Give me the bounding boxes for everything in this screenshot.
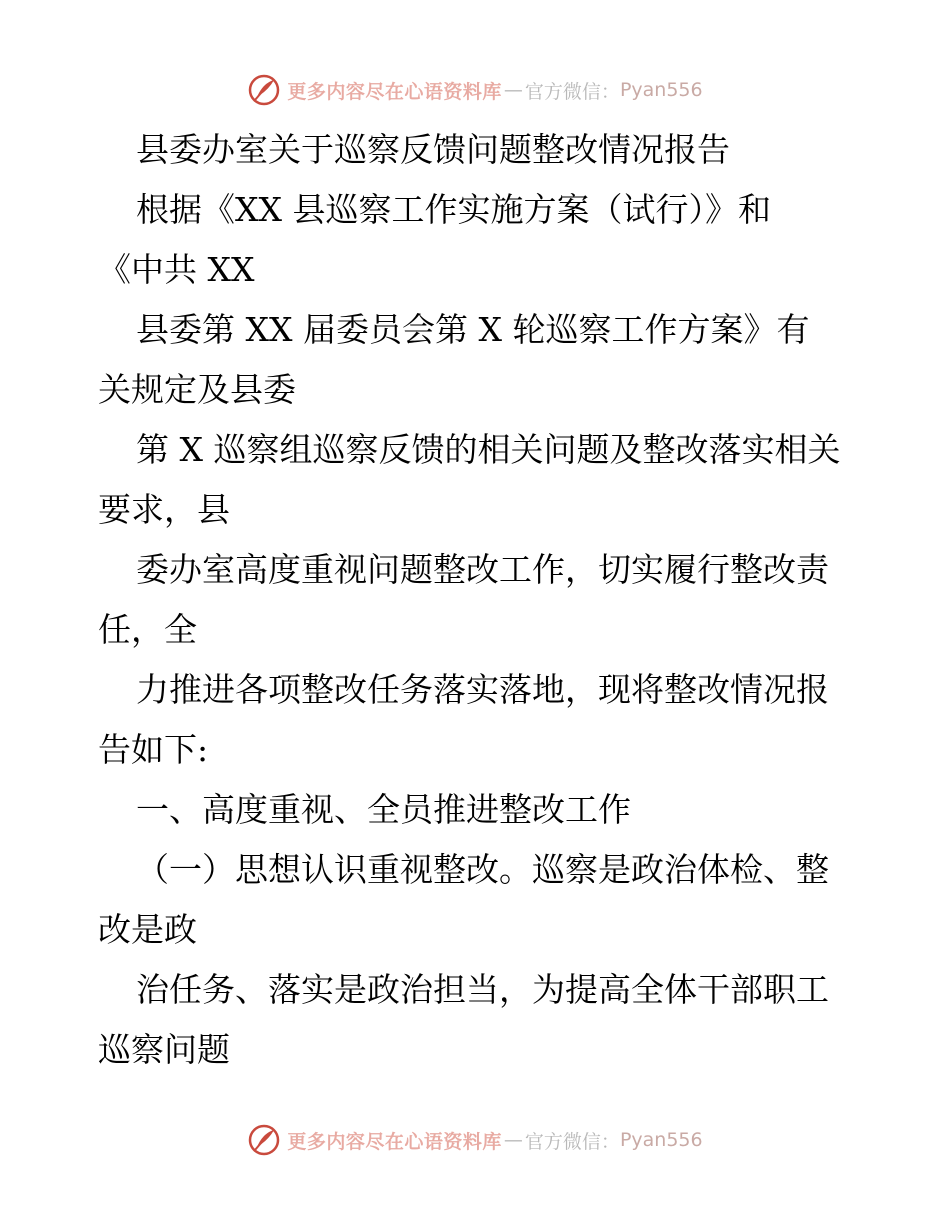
document-line: 治任务、落实是政治担当，为提高全体干部职工 — [136, 970, 829, 1009]
document-line: 第 X 巡察组巡察反馈的相关问题及整改落实相关 — [136, 430, 841, 469]
document-line: 要求，县 — [98, 490, 230, 529]
watermark-label: 官方微信： — [524, 1130, 620, 1153]
watermark-separator: — — [503, 1129, 523, 1151]
document-line: 告如下: — [98, 730, 209, 769]
document-line: 根据《XX 县巡察工作实施方案（试行）》和 — [136, 190, 771, 229]
document-line: 县委第 XX 届委员会第 X 轮巡察工作方案》有 — [136, 310, 810, 349]
document-line: 任，全 — [98, 610, 197, 649]
document-line: 关规定及县委 — [98, 370, 296, 409]
document-line: 一、高度重视、全员推进整改工作 — [136, 790, 631, 829]
document-body — [98, 120, 858, 1080]
watermark-label: 官方微信： — [524, 80, 620, 103]
watermark-wechat: Pyan556 — [619, 79, 703, 101]
document-line: 委办室高度重视问题整改工作，切实履行整改责 — [136, 550, 829, 589]
document-line: （一）思想认识重视整改。巡察是政治体检、整 — [136, 850, 829, 889]
watermark-brand: 更多内容尽在心语资料库 — [287, 1130, 502, 1153]
watermark-brand: 更多内容尽在心语资料库 — [287, 80, 502, 103]
document-line: 巡察问题 — [98, 1030, 230, 1069]
document-line: 改是政 — [98, 910, 197, 949]
quill-seal-icon — [247, 1123, 281, 1157]
watermark-separator: — — [503, 79, 523, 101]
document-line: 力推进各项整改任务落实落地，现将整改情况报 — [136, 670, 829, 709]
footer-watermark — [0, 1120, 950, 1160]
watermark-wechat: Pyan556 — [619, 1129, 703, 1151]
document-line: 《中共 XX — [98, 250, 255, 289]
document-line: 县委办室关于巡察反馈问题整改情况报告 — [136, 130, 730, 169]
header-watermark — [0, 70, 950, 110]
quill-seal-icon — [247, 73, 281, 107]
